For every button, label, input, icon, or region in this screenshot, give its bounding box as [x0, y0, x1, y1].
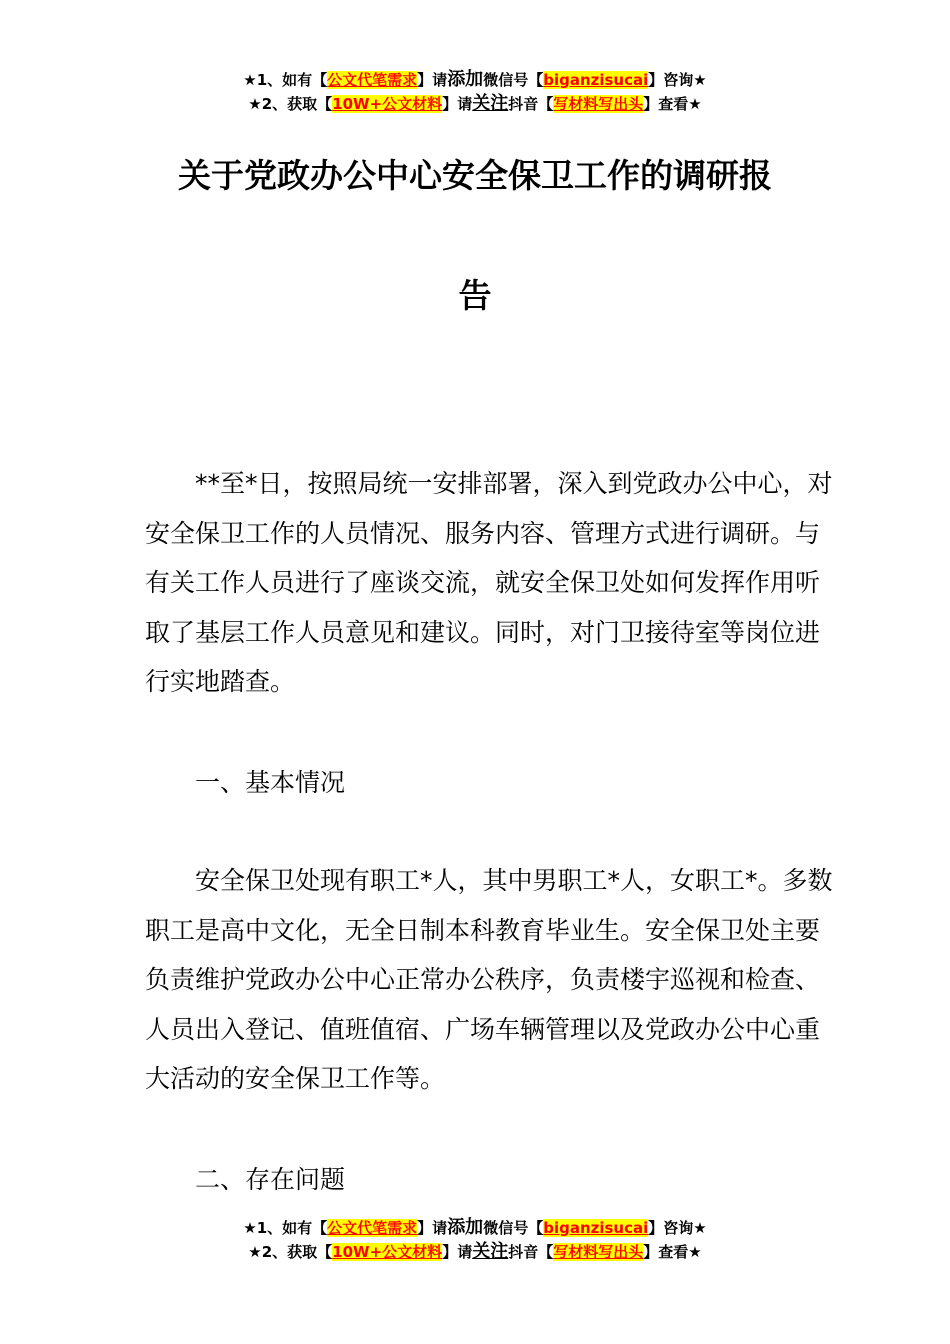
document-title-line-1: 关于党政办公中心安全保卫工作的调研报: [178, 156, 772, 195]
section-heading: [145, 758, 835, 808]
banner-line-1: ★1、如有【公文代笔需求】请添加微信号【biganzisucai】咨询★: [243, 69, 707, 90]
heading-text: 一、基本情况: [195, 768, 346, 797]
document-title-line-2: 告: [458, 276, 492, 315]
banner-line-2: ★2、获取【10W+公文材料】请关注抖音【写材料写出头】查看★: [248, 1241, 702, 1262]
banner-highlight: 公文代笔需求: [327, 71, 418, 89]
banner-highlight: 10W+公文材料: [332, 1243, 443, 1261]
paragraph-text: **至*日，按照局统一安排部署，深入到党政办公中心，对安全保卫工作的人员情况、服务内容、管理方式进行调研。与有关工作人员进行了座谈交流，就安全保卫处如何发挥作用听取了基层工作人员意见和建议。同时，对门卫接待室等岗位进行实地踏查。: [145, 469, 833, 696]
document-paragraph: [145, 459, 835, 707]
paragraph-text: 安全保卫处现有职工*人，其中男职工*人，女职工*。多数职工是高中文化，无全日制本科教育毕业生。安全保卫处主要负责维护党政办公中心正常办公秩序，负责楼宇巡视和检查、人员出入登记、值班值宿、广场车辆管理以及党政办公中心重大活动的安全保卫工作等。: [145, 866, 833, 1093]
banner-line-1: ★1、如有【公文代笔需求】请添加微信号【biganzisucai】咨询★: [243, 1217, 707, 1238]
banner-highlight: 10W+公文材料: [332, 95, 443, 113]
heading-text: 二、存在问题: [195, 1165, 346, 1194]
banner-highlight: 公文代笔需求: [327, 1219, 418, 1237]
banner-highlight: 写材料写出头: [553, 1243, 644, 1261]
header-banner: [0, 68, 950, 116]
banner-highlight: biganzisucai: [543, 1219, 649, 1237]
document-paragraph: [145, 856, 835, 1104]
section-heading: [145, 1155, 835, 1205]
banner-line-2: ★2、获取【10W+公文材料】请关注抖音【写材料写出头】查看★: [248, 93, 702, 114]
banner-highlight: biganzisucai: [543, 71, 649, 89]
banner-highlight: 写材料写出头: [553, 95, 644, 113]
footer-banner: [0, 1216, 950, 1264]
